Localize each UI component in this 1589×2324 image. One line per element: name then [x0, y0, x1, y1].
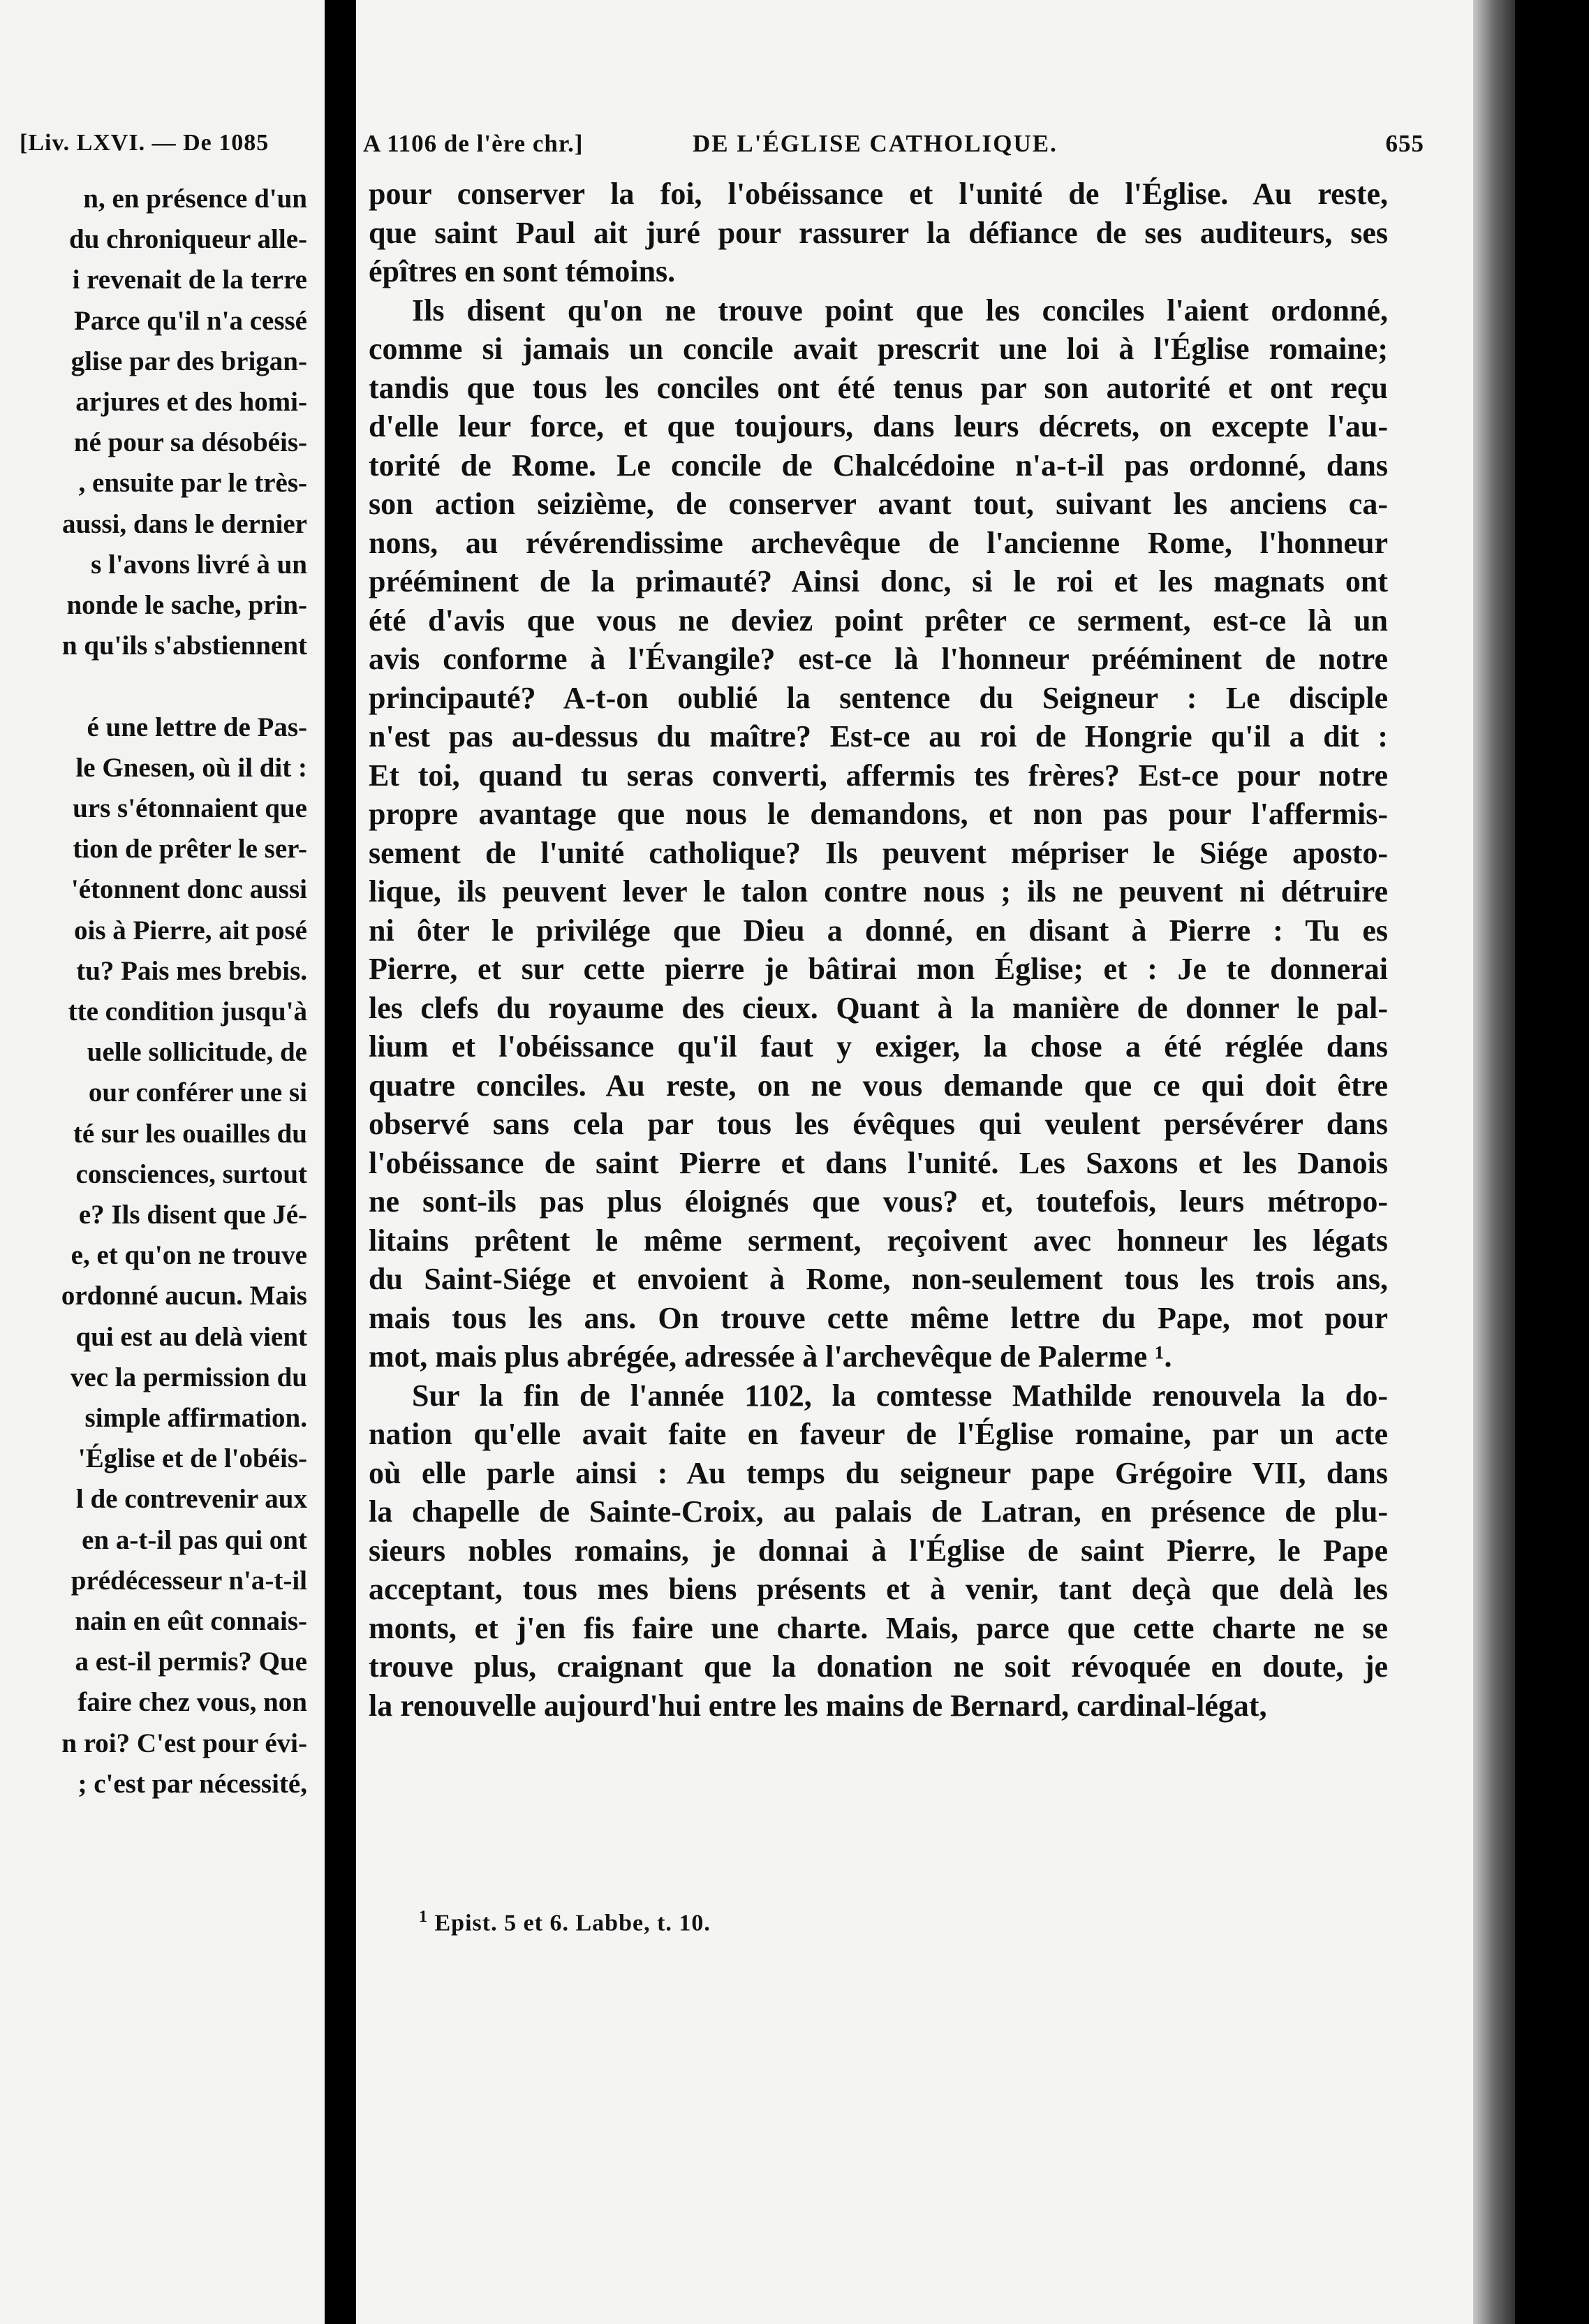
body-text-line: où elle parle ainsi : Au temps du seigneur pape Grégoire VII, dans [369, 1455, 1388, 1490]
footnote-marker: 1 [419, 1908, 428, 1926]
body-text-line: propre avantage que nous le demandons, et non pas pour l'affermis- [369, 797, 1388, 831]
body-text-line: d'elle leur force, et que toujours, dans leurs décrets, on excepte l'au- [369, 409, 1388, 443]
left-page-fragment [0, 0, 325, 2324]
body-text-line: sement de l'unité catholique? Ils peuvent mépriser le Siége aposto- [369, 835, 1388, 870]
left-text-line: uelle sollicitude, de [87, 1037, 307, 1068]
body-text-line: du Saint-Siége et envoient à Rome, non-seulement tous les trois ans, [369, 1262, 1388, 1296]
left-text-line: 'étonnent donc aussi [71, 874, 307, 905]
footnote-text: Epist. 5 et 6. Labbe, t. 10. [434, 1910, 711, 1936]
left-text-line: faire chez vous, non [77, 1687, 307, 1718]
body-text-line: lique, ils peuvent lever le talon contre nous ; ils ne peuvent ni détruire [369, 874, 1388, 909]
left-text-line: en a-t-il pas qui ont [82, 1524, 307, 1555]
left-text-line: le Gnesen, où il dit : [75, 752, 307, 783]
left-text-line: du chroniqueur alle- [69, 224, 307, 255]
left-text-line: né pour sa désobéis- [73, 427, 307, 458]
left-text-line: é une lettre de Pas- [87, 712, 307, 742]
left-text-line: aussi, dans le dernier [61, 508, 307, 539]
left-text-line: urs s'étonnaient que [73, 793, 307, 823]
body-text-line: la chapelle de Sainte-Croix, au palais de Latran, en présence de plu- [369, 1494, 1388, 1529]
body-text-line: mot, mais plus abrégée, adressée à l'archevêque de Palerme ¹. [369, 1339, 1172, 1374]
body-text-line: litains prêtent le même serment, reçoivent avec honneur les légats [369, 1223, 1388, 1258]
left-text-line: l de contrevenir aux [75, 1484, 307, 1515]
left-text-line: s l'avons livré à un [91, 549, 307, 580]
left-text-line: n, en présence d'un [83, 184, 307, 214]
body-text-line: ni ôter le privilége que Dieu a donné, en disant à Pierre : Tu es [369, 913, 1388, 948]
left-text-line: n roi? C'est pour évi- [61, 1728, 307, 1758]
body-text-line: nons, au révérendissime archevêque de l'ancienne Rome, l'honneur [369, 525, 1388, 560]
body-text [369, 175, 1388, 1725]
body-text-line: acceptant, tous mes biens présents et à venir, tant deçà que delà les [369, 1572, 1388, 1606]
body-text-line: Pierre, et sur cette pierre je bâtirai mon Église; et : Je te donnerai [369, 952, 1388, 986]
body-text-line: tandis que tous les conciles ont été tenus par son autorité et ont reçu [369, 370, 1388, 405]
left-text-line: tu? Pais mes brebis. [76, 955, 307, 986]
body-text-line: été d'avis que vous ne deviez point prêter ce serment, est-ce là un [369, 603, 1388, 638]
left-text-line: consciences, surtout [75, 1159, 307, 1189]
left-text-line: vec la permission du [70, 1362, 307, 1392]
body-text-line: épîtres en sont témoins. [369, 254, 676, 288]
body-text-line: la renouvelle aujourd'hui entre les mains de Bernard, cardinal-légat, [369, 1688, 1267, 1723]
left-text-line: nain en eût connais- [75, 1606, 307, 1636]
left-text-line: e? Ils disent que Jé- [78, 1200, 307, 1230]
left-text-line: qui est au delà vient [75, 1321, 307, 1352]
left-text-line: té sur les ouailles du [73, 1118, 307, 1149]
body-text-line: pour conserver la foi, l'obéissance et l'unité de l'Église. Au reste, [369, 177, 1388, 211]
running-header [363, 130, 1424, 165]
body-text-line: comme si jamais un concile avait prescrit une loi à l'Église romaine; [369, 332, 1388, 366]
left-text-line: i revenait de la terre [72, 265, 307, 295]
body-text-line: Ils disent qu'on ne trouve point que les conciles l'aient ordonné, [412, 293, 1388, 328]
body-text-line: Sur la fin de l'année 1102, la comtesse Mathilde renouvela la do- [412, 1378, 1388, 1413]
body-text-line: mais tous les ans. On trouve cette même lettre du Pape, mot pour [369, 1300, 1388, 1335]
book-gutter [325, 0, 356, 2324]
left-text-line: , ensuite par le très- [78, 468, 307, 499]
left-text-line: n qu'ils s'abstiennent [61, 631, 307, 661]
body-text-line: Et toi, quand tu seras converti, affermis tes frères? Est-ce pour notre [369, 758, 1388, 793]
body-text-line: que saint Paul ait juré pour rassurer la défiance de ses auditeurs, ses [369, 215, 1388, 250]
left-text-line: ois à Pierre, ait posé [74, 915, 307, 946]
page-number: 655 [1385, 130, 1424, 157]
left-running-header: [Liv. LXVI. — De 1085 [20, 130, 269, 156]
footnote [419, 1908, 711, 1936]
body-text-line: torité de Rome. Le concile de Chalcédoine n'a-t-il pas ordonné, dans [369, 448, 1388, 483]
body-text-line: n'est pas au-dessus du maître? Est-ce au roi de Hongrie qu'il a dit : [369, 719, 1388, 753]
body-text-line: nation qu'elle avait faite en faveur de l'Église romaine, par un acte [369, 1417, 1388, 1451]
header-date-range: A 1106 de l'ère chr.] [363, 130, 584, 157]
body-text-line: trouve plus, craignant que la donation ne soit révoquée en doute, je [369, 1649, 1388, 1684]
left-text-line: our conférer une si [88, 1078, 307, 1108]
left-text-line: a est-il permis? Que [75, 1647, 307, 1677]
left-text-line: arjures et des homi- [75, 387, 307, 417]
body-text-line: prééminent de la primauté? Ainsi donc, si le roi et les magnats ont [369, 564, 1388, 598]
body-text-line: sieurs nobles romains, je donnai à l'Église de saint Pierre, le Pape [369, 1533, 1388, 1568]
body-text-line: principauté? A-t-on oublié la sentence du Seigneur : Le disciple [369, 680, 1388, 715]
body-text-line: monts, et j'en fis faire une charte. Mais, parce que cette charte ne se [369, 1610, 1388, 1645]
left-text-line: tte condition jusqu'à [68, 996, 307, 1027]
left-text-line: glise par des brigan- [71, 346, 307, 376]
left-text-line: tion de prêter le ser- [73, 834, 307, 865]
body-text-line: lium et l'obéissance qu'il faut y exiger, la chose a été réglée dans [369, 1029, 1388, 1064]
left-text-line: Parce qu'il n'a cessé [74, 305, 307, 336]
left-text-line: ; c'est par nécessité, [77, 1768, 307, 1799]
page-edge-shadow [1473, 0, 1515, 2324]
body-text-line: observé sans cela par tous les évêques qui veulent persévérer dans [369, 1107, 1388, 1141]
left-text-line: nonde le sache, prin- [66, 590, 307, 620]
left-text-line: prédécesseur n'a-t-il [71, 1565, 307, 1596]
body-text-line: son action seizième, de conserver avant tout, suivant les anciens ca- [369, 487, 1388, 521]
header-title: DE L'ÉGLISE CATHOLIQUE. [693, 130, 1058, 157]
left-text-line: ordonné aucun. Mais [61, 1281, 307, 1311]
body-text-line: les clefs du royaume des cieux. Quant à la manière de donner le pal- [369, 990, 1388, 1025]
right-margin-background [1515, 0, 1589, 2324]
body-text-line: ne sont-ils pas plus éloignés que vous? et, toutefois, leurs métropo- [369, 1184, 1388, 1219]
left-text-line: 'Église et de l'obéis- [77, 1443, 307, 1474]
body-text-line: l'obéissance de saint Pierre et dans l'unité. Les Saxons et les Danois [369, 1145, 1388, 1180]
left-text-line: simple affirmation. [84, 1403, 307, 1433]
body-text-line: quatre conciles. Au reste, on ne vous demande que ce qui doit être [369, 1068, 1388, 1103]
left-text-line: e, et qu'on ne trouve [71, 1240, 307, 1271]
body-text-line: avis conforme à l'Évangile? est-ce là l'honneur prééminent de notre [369, 642, 1388, 676]
